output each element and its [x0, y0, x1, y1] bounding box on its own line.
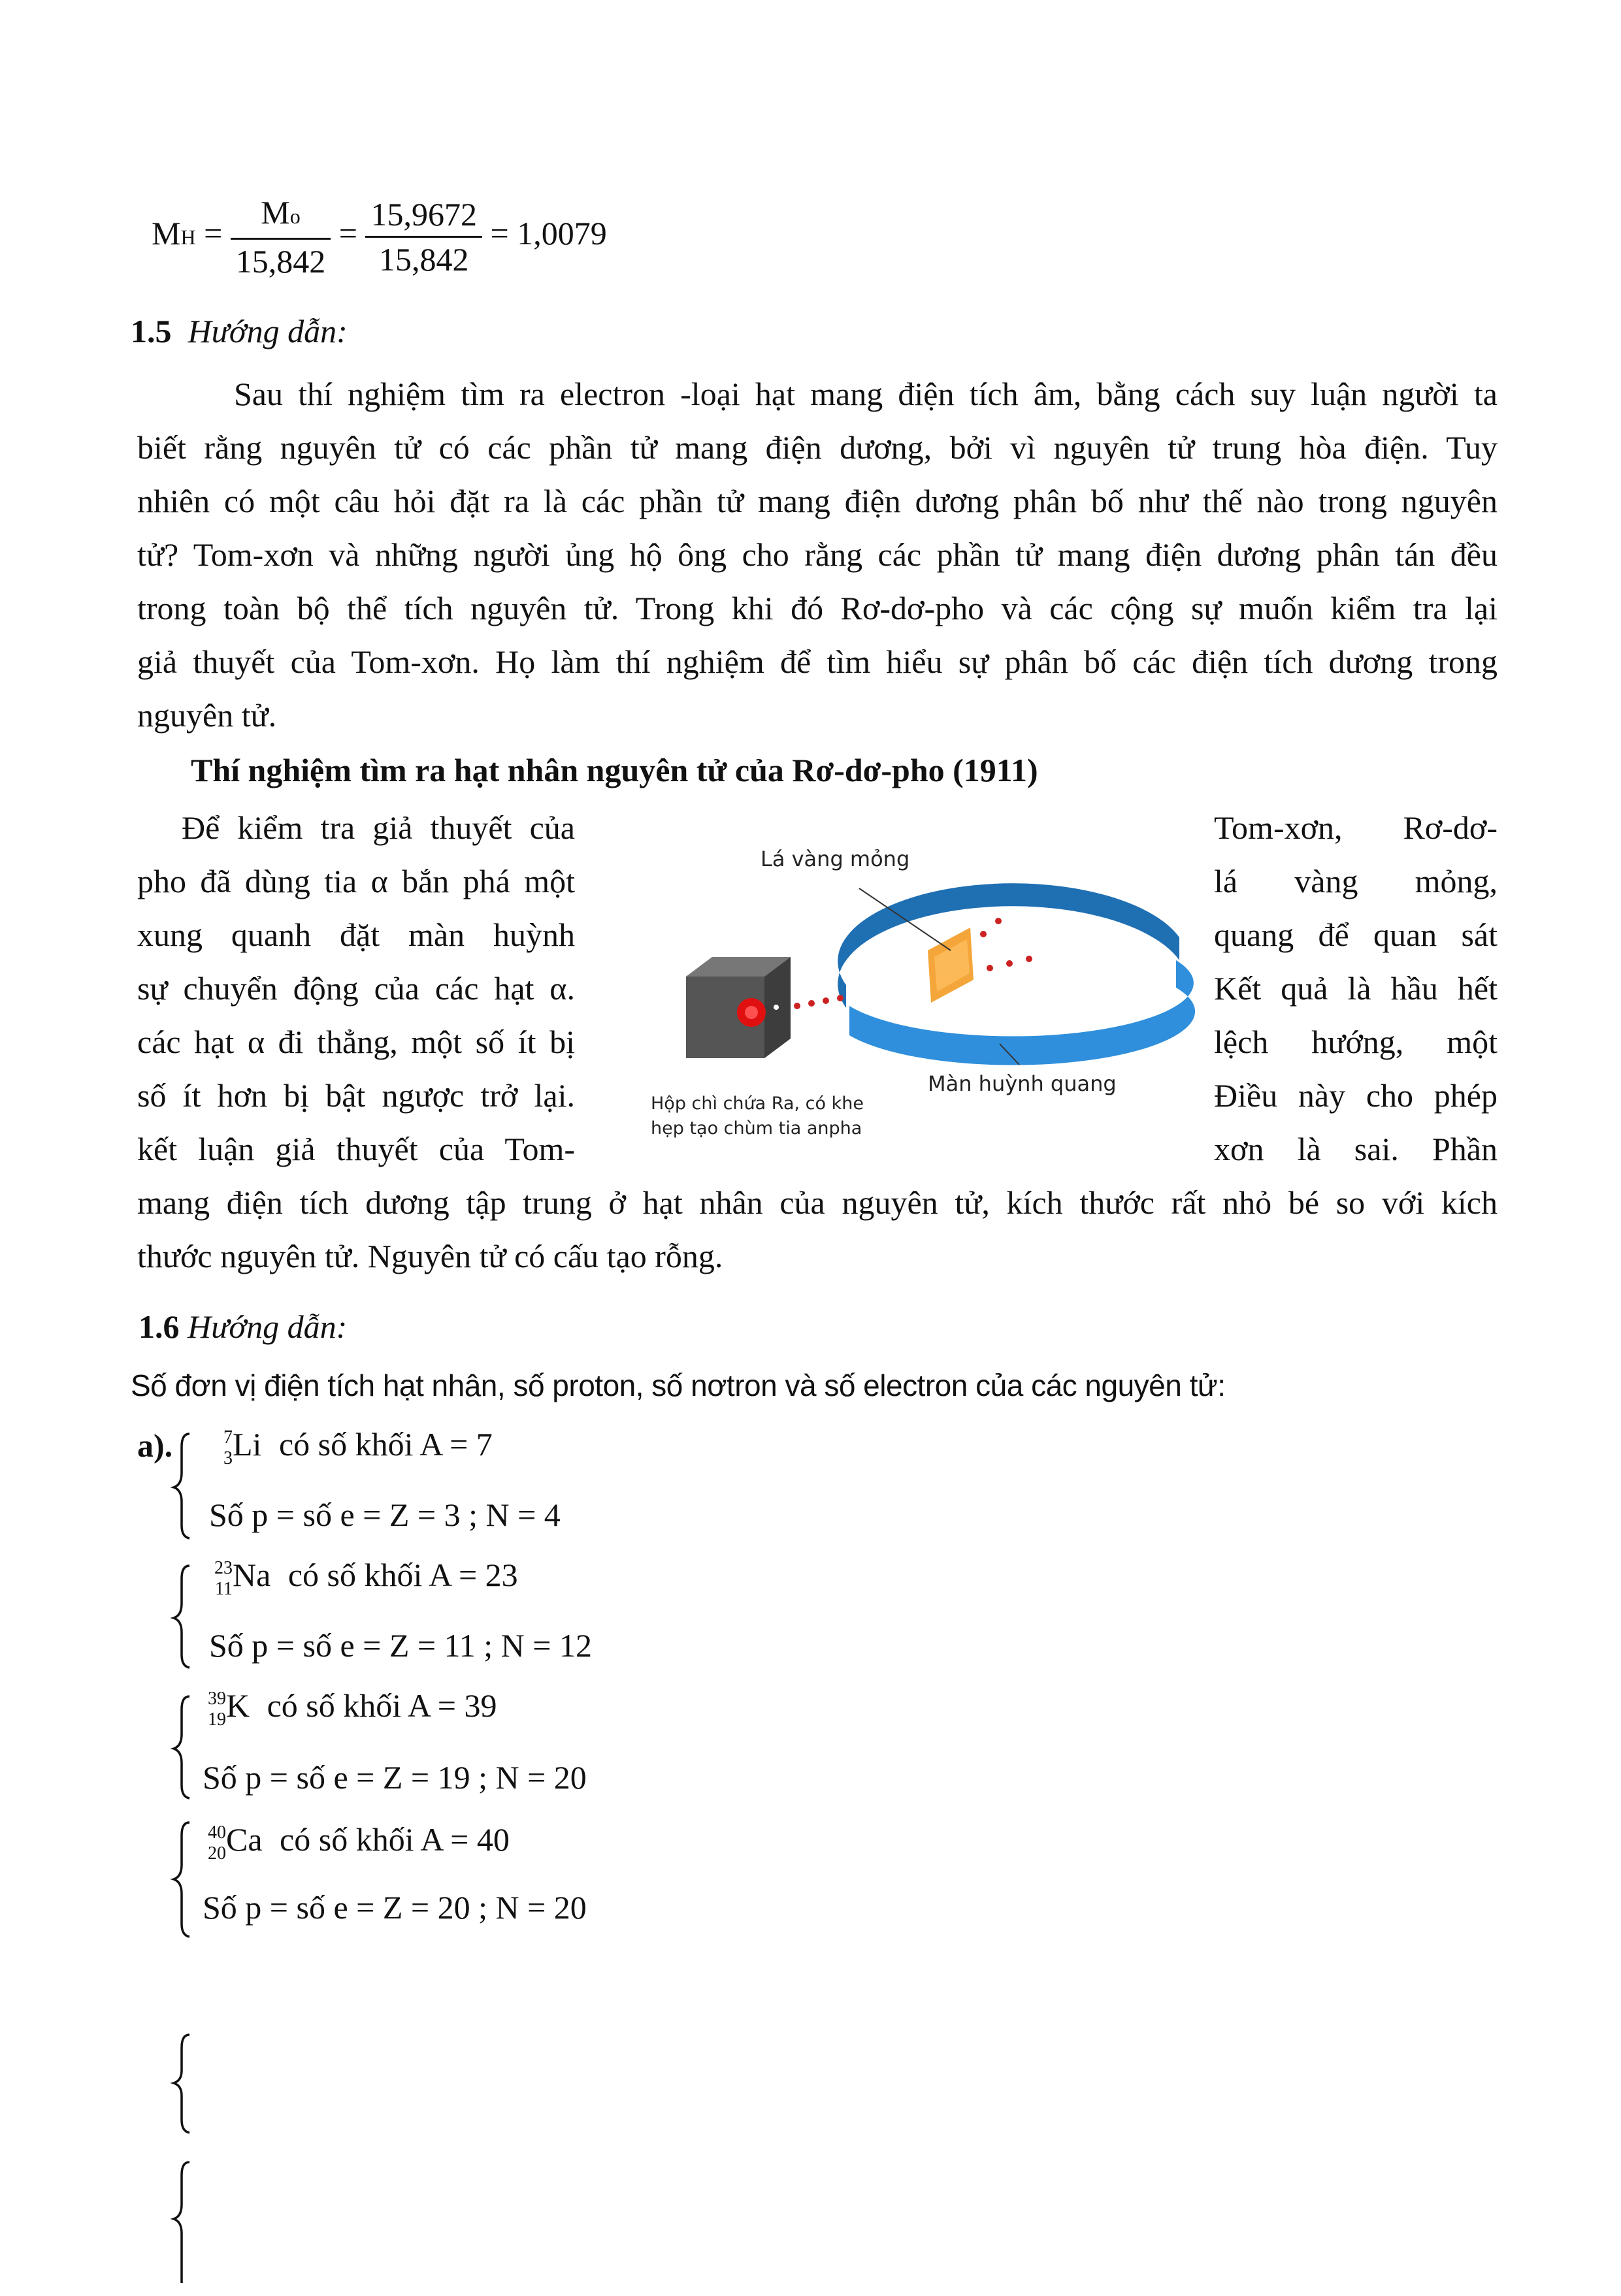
paragraph-line: biết rằng nguyên tử có các phần tử mang điện dương, bởi vì nguyên tử trung hòa điện. Tuy: [137, 429, 1498, 466]
formula-lhs-sub: H: [180, 225, 196, 249]
paragraph-line: tử? Tom-xơn và những người ủng hộ ông cho rằng các phần tử mang điện dương phân tán đều: [137, 536, 1498, 573]
wrap-right-column: Tom-xơn, Rơ-dơ- lá vàng mỏng, quang để quan sát Kết quả là hầu hết lệch hướng, một Điều này cho phép xơn là sai. Phần: [1214, 809, 1498, 1167]
label-fluorescent-screen: Màn huỳnh quang: [928, 1071, 1117, 1096]
nuclide-symbol: 39 19: [208, 1688, 226, 1730]
section-1-6-heading: 1.6 Hướng dẫn:: [139, 1308, 348, 1345]
screen-ring-back: [838, 883, 1179, 1008]
rutherford-conclusion: mang điện tích dương tập trung ở hạt nhân của nguyên tử, kích thước rất nhỏ bé so với kích thước nguyên tử. Nguyên tử có cấu tạo rỗng.: [137, 1184, 1498, 1274]
screen-ring-front: [849, 960, 1195, 1065]
paragraph-line: trong toàn bộ thể tích nguyên tử. Trong khi đó Rơ-dơ-pho và các cộng sự muốn kiểm tra lại: [137, 590, 1498, 626]
label-lead-box-line2: hẹp tạo chùm tia anpha: [651, 1118, 862, 1139]
braces: [163, 1427, 203, 2296]
nuclide-symbol: 23 11: [214, 1557, 233, 1599]
scattered-alpha: [980, 918, 1032, 971]
nuclide-symbol: 7 3: [223, 1427, 233, 1468]
rutherford-heading: Thí nghiệm tìm ra hạt nhân nguyên tử của Rơ-dơ-pho (1911): [191, 752, 1038, 788]
paragraph-line: giả thuyết của Tom-xơn. Họ làm thí nghiệm để tìm hiểu sự phân bố các điện tích dương trong: [137, 643, 1498, 680]
alpha-beam: [794, 995, 843, 1009]
section-1-5-heading: 1.5 Hướng dẫn:: [131, 313, 348, 349]
formula-fraction-1: $\frac{Mo}{15,842}$: [231, 191, 331, 283]
label-gold-foil: Lá vàng mỏng: [761, 847, 910, 871]
rutherford-figure: [601, 817, 1196, 1156]
formula-fraction-2: $\frac{15,9672}{15,842}$: [365, 193, 482, 281]
section-1-6-intro: Số đơn vị điện tích hạt nhân, số proton, số nơtron và số electron của các nguyên tử:: [131, 1368, 1226, 1402]
atom-entry: 39 19 K có số khối A = 39 Số p = số e = Z = 19 ; N = 20: [203, 1687, 587, 1796]
atom-entry: 40 20 Ca có số khối A = 40 Số p = số e = Z = 20 ; N = 20: [203, 1821, 587, 1926]
atom-entry: 23 11 Na có số khối A = 23 Số p = số e = Z = 11 ; N = 12: [209, 1557, 592, 1664]
paragraph-line: Sau thí nghiệm tìm ra electron -loại hạt mang điện tích âm, bằng cách suy luận người ta: [234, 376, 1498, 412]
label-lead-box-line1: Hộp chì chứa Ra, có khe: [651, 1093, 864, 1114]
paragraph-line: nguyên tử.: [137, 697, 277, 734]
nuclide-symbol: 40 20: [208, 1822, 226, 1864]
formula-lhs: M: [152, 214, 181, 251]
section-1-5-paragraph: [137, 367, 1498, 742]
formula-mh: MH = $\frac{Mo}{15,842}$ = $\frac{15,9672}{15,842}$ = 1,0079: [152, 191, 607, 283]
wrap-left-column: Để kiểm tra giả thuyết của pho đã dùng tia α bắn phá một xung quanh đặt màn huỳnh sự chuyển động của các hạt α. các hạt α đi thẳng, một số ít bị số ít hơn bị bật ngược trở lại. kết luận giả thuyết của Tom-: [137, 809, 575, 1167]
paragraph-line: nhiên có một câu hỏi đặt ra là các phần tử mang điện dương phân bố như thế nào trong nguyên: [137, 483, 1498, 519]
part-a-label: a).: [137, 1427, 173, 1464]
atom-entry: 7 3 Li có số khối A = 7 Số p = số e = Z = 3 ; N = 4: [209, 1426, 561, 1533]
formula-result: 1,0079: [517, 214, 607, 251]
